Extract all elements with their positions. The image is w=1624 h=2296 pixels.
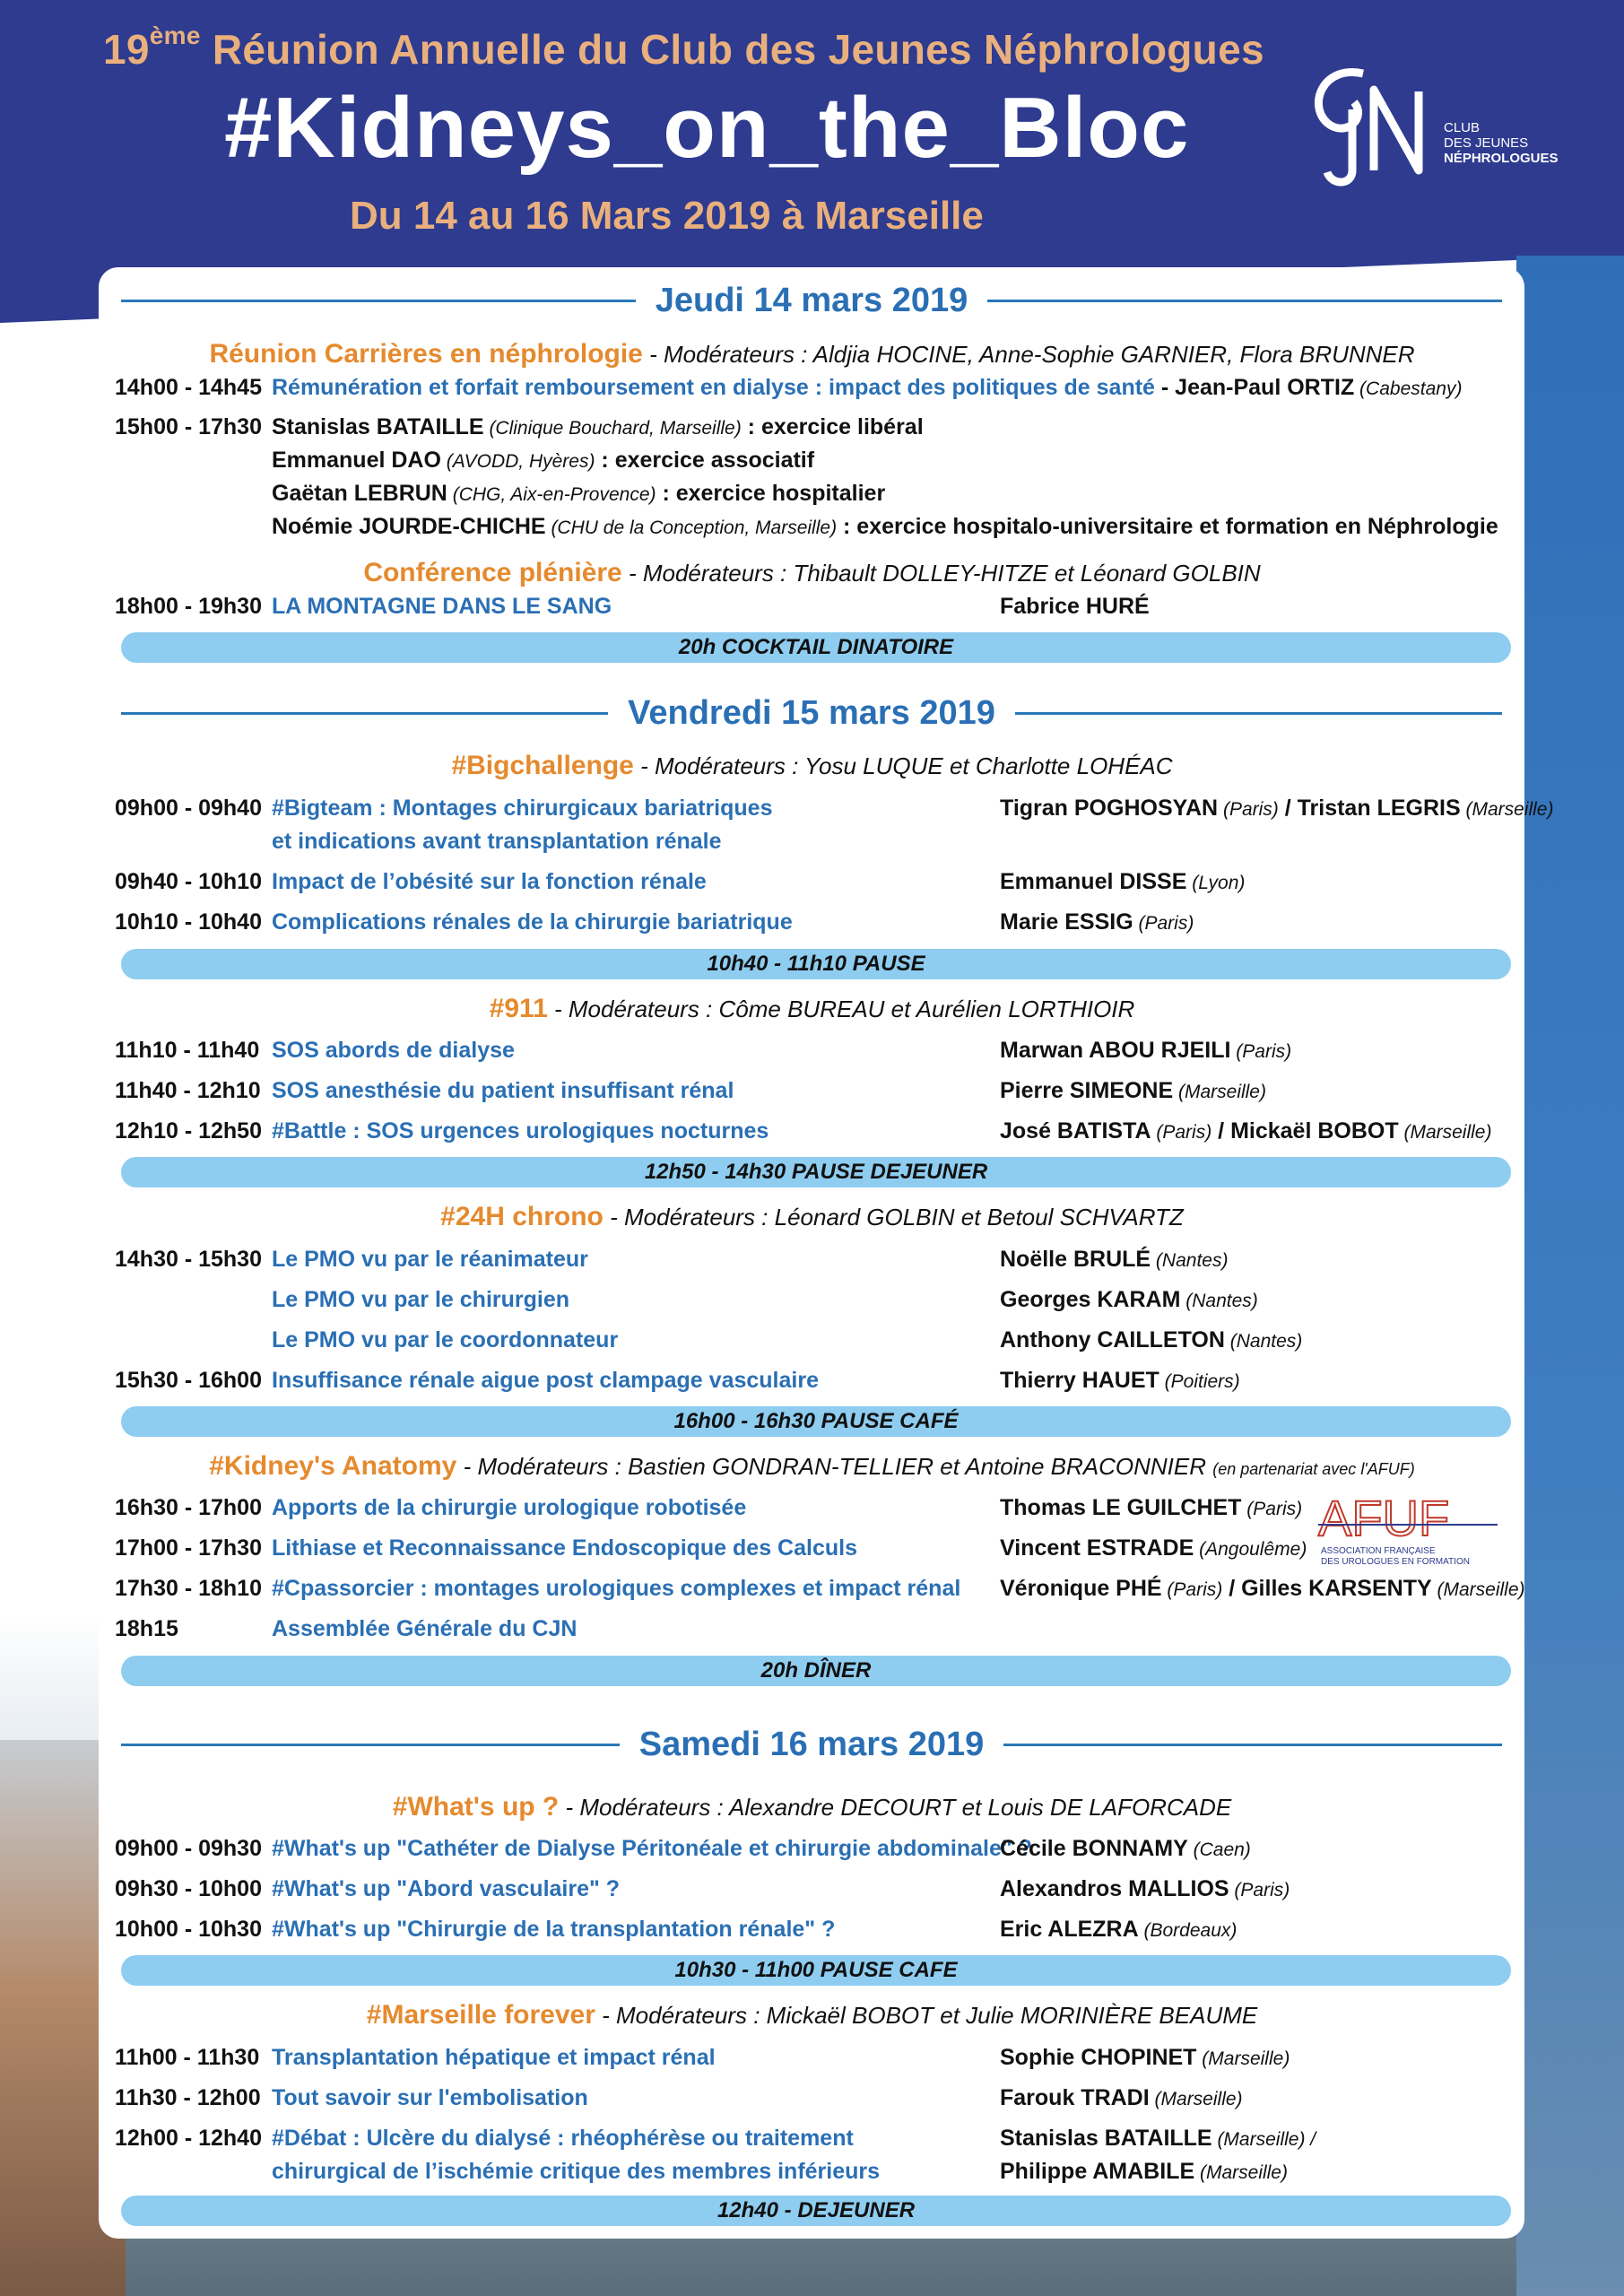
- afuf-logo-sub1: ASSOCIATION FRANÇAISE: [1321, 1546, 1436, 1556]
- afuf-logo-icon: [1314, 1491, 1502, 1571]
- program-row: 09h40 - 10h10 Impact de l’obésité sur la fonction rénale Emmanuel DISSE (Lyon): [115, 869, 1246, 894]
- day-header-saturday: Samedi 16 mars 2019: [121, 1722, 1502, 1767]
- break-bar: 12h50 - 14h30 PAUSE DEJEUNER: [121, 1157, 1511, 1187]
- program-row: 17h00 - 17h30 Lithiase et Reconnaissance Endoscopique des Calculs Vincent ESTRADE (Angoulême): [115, 1535, 1307, 1561]
- break-bar: 20h DÎNER: [121, 1656, 1511, 1686]
- session-header: Conférence plénière - Modérateurs : Thibault DOLLEY-HITZE et Léonard GOLBIN: [363, 558, 1261, 587]
- break-bar: 10h30 - 11h00 PAUSE CAFE: [121, 1955, 1511, 1986]
- program-row: 15h30 - 16h00 Insuffisance rénale aigue post clampage vasculaire Thierry HAUET (Poitiers): [115, 1368, 1240, 1393]
- session-header: #911 - Modérateurs : Côme BUREAU et Aurélien LORTHIOIR: [489, 994, 1135, 1023]
- event-dates: Du 14 au 16 Mars 2019 à Marseille: [350, 194, 984, 238]
- break-bar: 16h00 - 16h30 PAUSE CAFÉ: [121, 1406, 1511, 1437]
- program-row: 11h00 - 11h30 Transplantation hépatique et impact rénal Sophie CHOPINET (Marseille): [115, 2045, 1290, 2070]
- program-row: 10h00 - 10h30 #What's up "Chirurgie de la transplantation rénale" ? Eric ALEZRA (Bordeaux): [115, 1917, 1238, 1942]
- program-row: 18h00 - 19h30 LA MONTAGNE DANS LE SANG Fabrice HURÉ: [115, 594, 1150, 619]
- program-row: 12h00 - 12h40 #Débat : Ulcère du dialysé : rhéophérèse ou traitement Stanislas BATAILLE (Marseille) /: [115, 2126, 1316, 2151]
- break-bar: 10h40 - 11h10 PAUSE: [121, 949, 1511, 979]
- program-row: chirurgical de l’ischémie critique des membres inférieurs Philippe AMABILE (Marseille): [272, 2159, 1288, 2184]
- session-header: Réunion Carrières en néphrologie - Modérateurs : Aldjia HOCINE, Anne-Sophie GARNIER, Flora BRUNNER: [209, 339, 1415, 369]
- break-bar: 12h40 - DEJEUNER: [121, 2196, 1511, 2226]
- session-header: #24H chrono - Modérateurs : Léonard GOLBIN et Betoul SCHVARTZ: [440, 1202, 1184, 1231]
- program-row: 10h10 - 10h40 Complications rénales de la chirurgie bariatrique Marie ESSIG (Paris): [115, 909, 1194, 935]
- session-header: #What's up ? - Modérateurs : Alexandre DECOURT et Louis DE LAFORCADE: [392, 1792, 1232, 1822]
- break-bar: 20h COCKTAIL DINATOIRE: [121, 632, 1511, 663]
- event-title: #Kidneys_on_the_Bloc: [224, 80, 1190, 176]
- program-row: 14h00 - 14h45 Rémunération et forfait remboursement en dialyse : impact des politiques de santé - Jean-Paul ORTIZ (Cabestany): [115, 375, 1463, 400]
- program-row: Gaëtan LEBRUN (CHG, Aix-en-Provence) : exercice hospitalier: [272, 481, 886, 506]
- program-row: 12h10 - 12h50 #Battle : SOS urgences urologiques nocturnes José BATISTA (Paris) / Mickaël BOBOT (Marseille): [115, 1118, 1492, 1144]
- day-header-thursday: Jeudi 14 mars 2019: [121, 278, 1502, 323]
- program-row: 18h15 Assemblée Générale du CJN: [115, 1616, 578, 1641]
- program-row: 16h30 - 17h00 Apports de la chirurgie urologique robotisée Thomas LE GUILCHET (Paris): [115, 1495, 1303, 1520]
- program-row: et indications avant transplantation rénale: [272, 829, 722, 854]
- program-row: 09h30 - 10h00 #What's up "Abord vasculaire" ? Alexandros MALLIOS (Paris): [115, 1876, 1290, 1901]
- program-row: 14h30 - 15h30 Le PMO vu par le réanimateur Noëlle BRULÉ (Nantes): [115, 1247, 1229, 1272]
- session-header: #Kidney's Anatomy - Modérateurs : Bastien GONDRAN-TELLIER et Antoine BRACONNIER (en partenariat avec l'AFUF): [209, 1451, 1415, 1481]
- program-row: 11h40 - 12h10 SOS anesthésie du patient insuffisant rénal Pierre SIMEONE (Marseille): [115, 1078, 1266, 1103]
- program-row: 11h30 - 12h00 Tout savoir sur l'embolisation Farouk TRADI (Marseille): [115, 2085, 1243, 2110]
- program-row: Le PMO vu par le coordonnateur Anthony CAILLETON (Nantes): [272, 1327, 1303, 1352]
- event-edition: 19ème Réunion Annuelle du Club des Jeunes Néphrologues: [103, 22, 1264, 73]
- program-row: 09h00 - 09h30 #What's up "Cathéter de Dialyse Péritonéale et chirurgie abdominale" ? Cécile BONNAMY (Caen): [115, 1836, 1251, 1861]
- program-row: Noémie JOURDE-CHICHE (CHU de la Conception, Marseille) : exercice hospitalo-universitaire et formation en Néphrologie: [272, 514, 1498, 539]
- program-row: 15h00 - 17h30 Stanislas BATAILLE (Clinique Bouchard, Marseille) : exercice libéral: [115, 414, 924, 439]
- afuf-logo-sub2: DES UROLOGUES EN FORMATION: [1321, 1557, 1470, 1567]
- cjn-logo-text: CLUB DES JEUNES NÉPHROLOGUES: [1444, 120, 1559, 166]
- afuf-logo-word: AFUF: [1318, 1491, 1450, 1546]
- program-row: 17h30 - 18h10 #Cpassorcier : montages urologiques complexes et impact rénal Véronique PHÉ (Paris) / Gilles KARSENTY (Marseille): [115, 1576, 1525, 1601]
- session-header: #Marseille forever - Modérateurs : Mickaël BOBOT et Julie MORINIÈRE BEAUME: [366, 2000, 1258, 2030]
- program-row: 09h00 - 09h40 #Bigteam : Montages chirurgicaux bariatriques Tigran POGHOSYAN (Paris) / Tristan LEGRIS (Marseille): [115, 796, 1554, 821]
- day-header-friday: Vendredi 15 mars 2019: [121, 691, 1502, 735]
- program-row: Le PMO vu par le chirurgien Georges KARAM (Nantes): [272, 1287, 1258, 1312]
- session-header: #Bigchallenge - Modérateurs : Yosu LUQUE et Charlotte LOHÉAC: [451, 751, 1173, 780]
- program-row: 11h10 - 11h40 SOS abords de dialyse Marwan ABOU RJEILI (Paris): [115, 1038, 1292, 1063]
- program-row: Emmanuel DAO (AVODD, Hyères) : exercice associatif: [272, 448, 815, 473]
